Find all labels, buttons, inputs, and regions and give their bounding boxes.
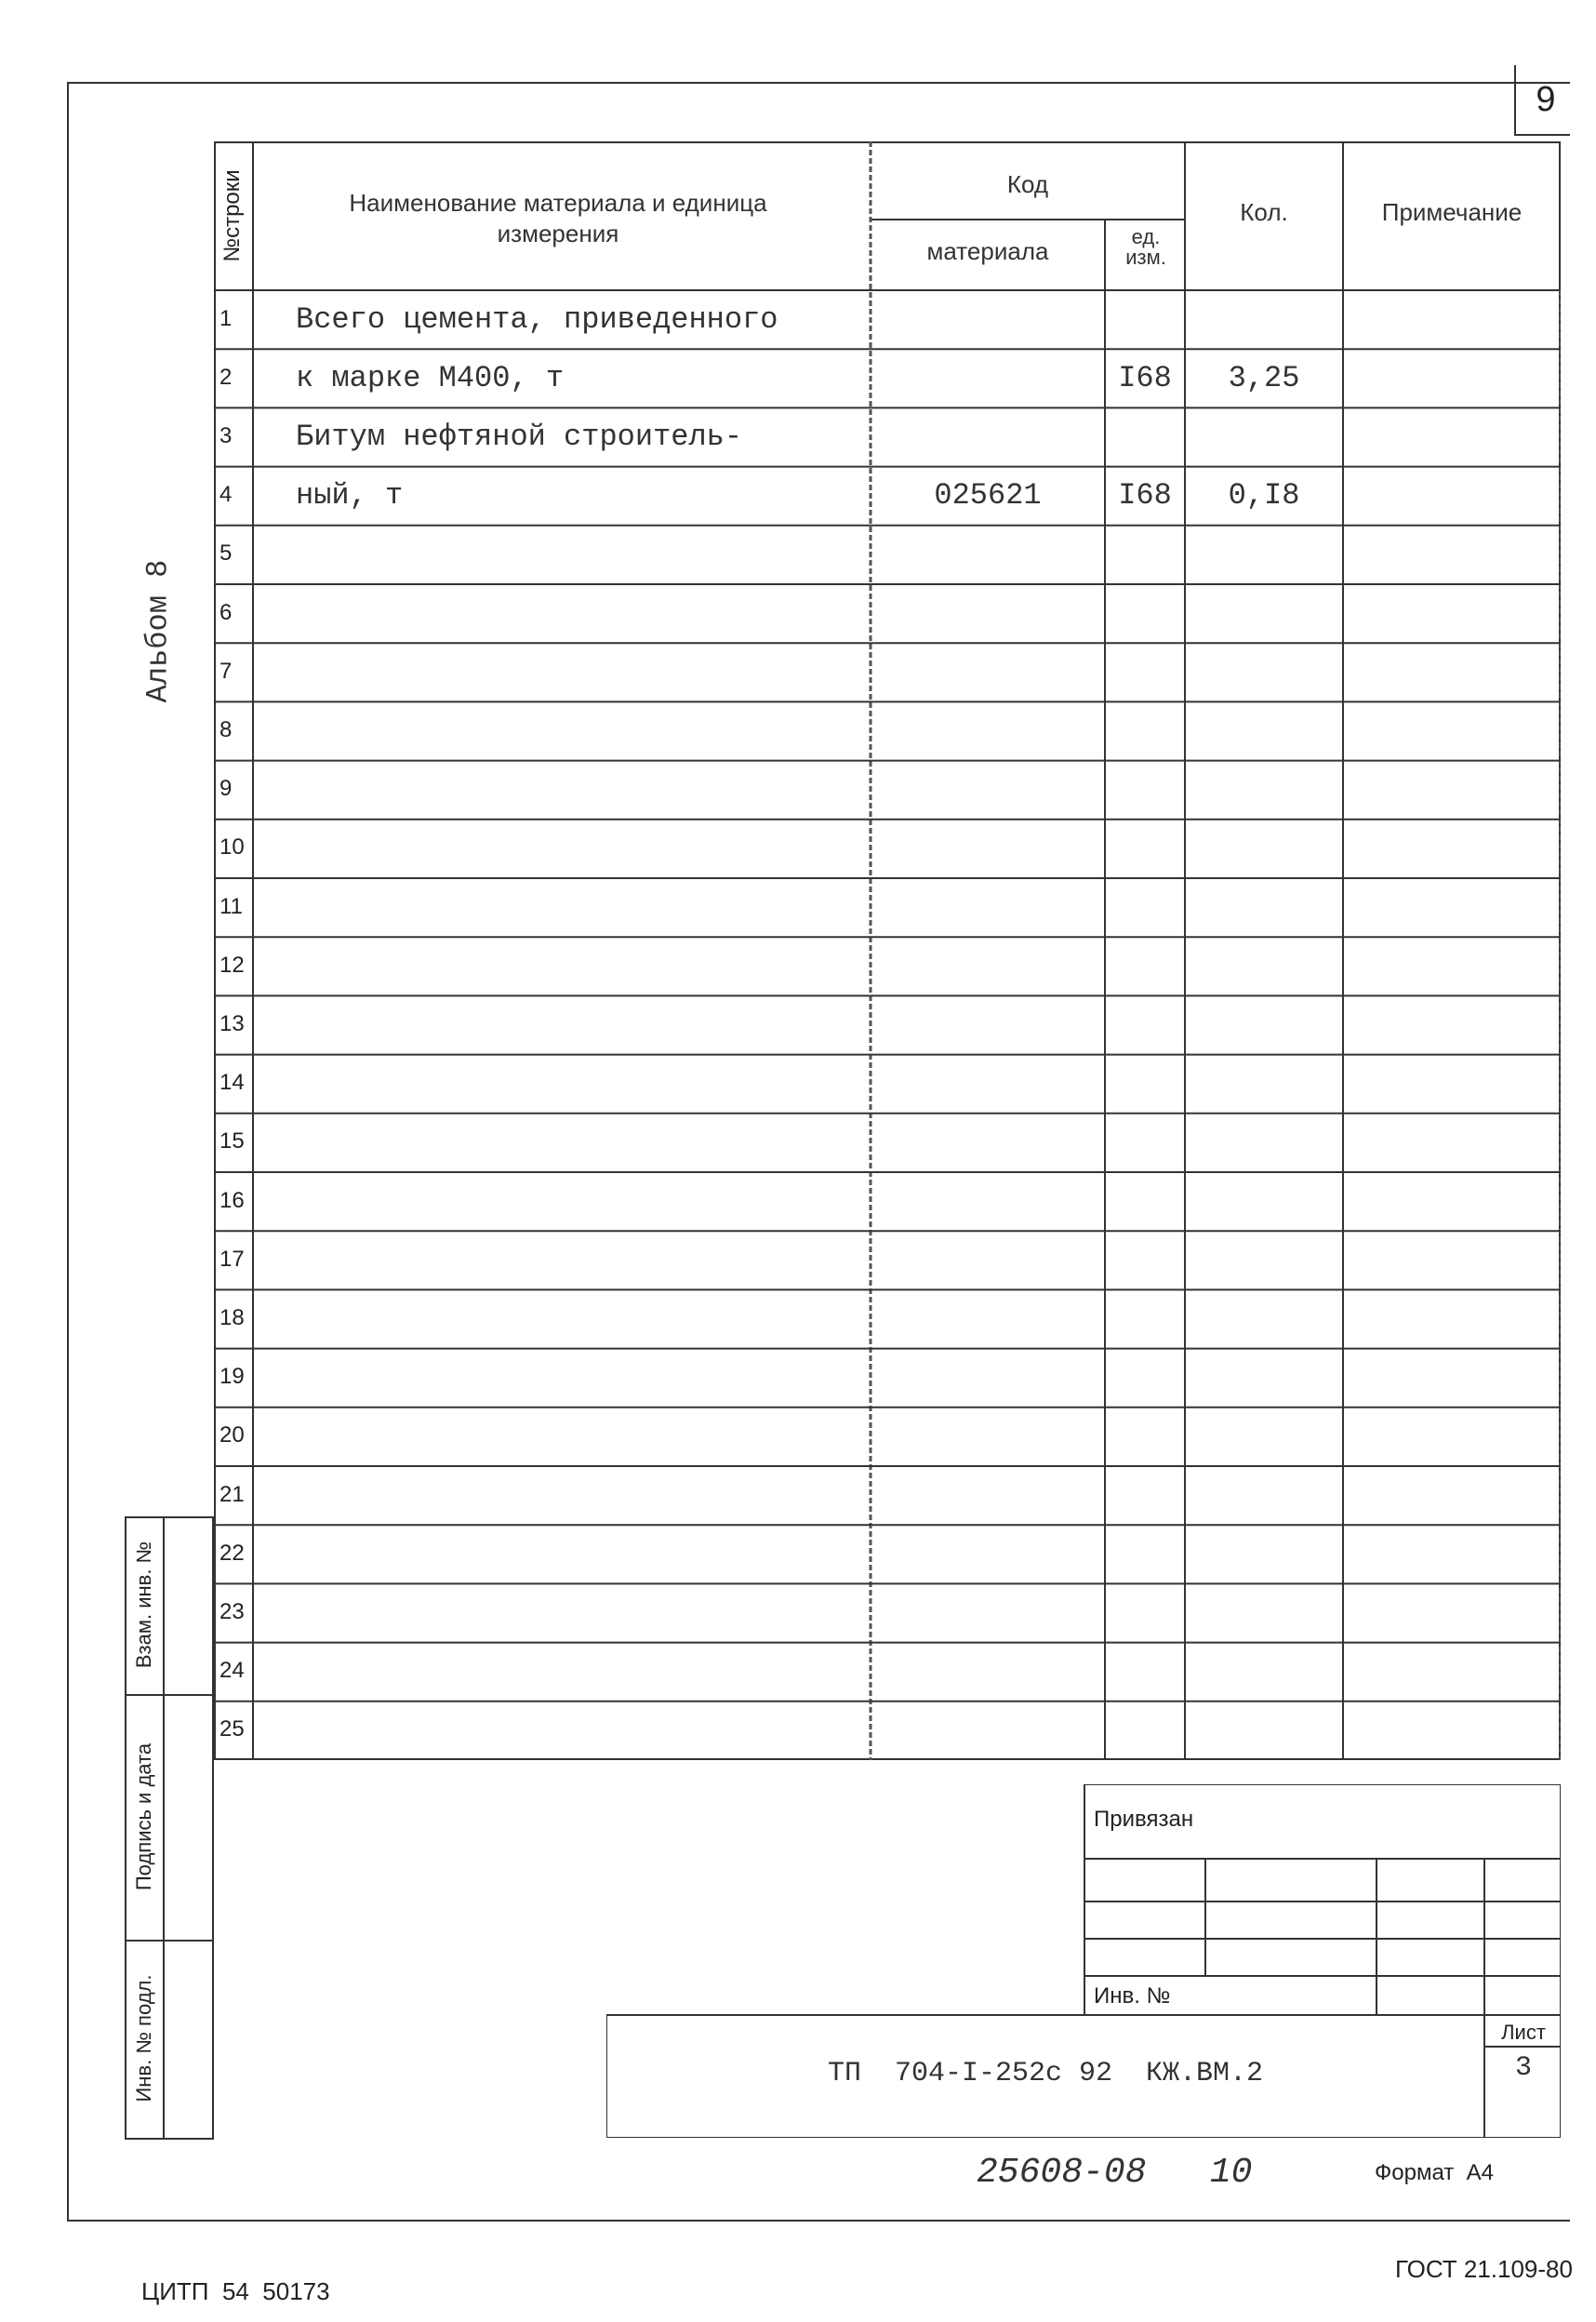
table-row: [214, 1349, 1561, 1408]
page-number: 9: [1536, 80, 1556, 119]
table-row: [214, 290, 1561, 349]
row-name: ный, т: [296, 478, 404, 514]
footer-format: Формат А4: [1375, 2160, 1494, 2185]
row-number: 24: [219, 1658, 245, 1684]
row-material-code: 025621: [934, 478, 1042, 514]
row-number: 22: [219, 1540, 245, 1566]
table-row: [214, 820, 1561, 878]
table-row: [214, 1231, 1561, 1289]
header-material: материала: [926, 237, 1049, 265]
header-qty: Кол.: [1240, 198, 1288, 226]
row-number: 9: [219, 776, 233, 802]
table-row: [214, 1114, 1561, 1172]
row-number: 17: [219, 1246, 245, 1272]
table-row: [214, 1643, 1561, 1701]
footer-handwritten-number: 25608-08 10: [977, 2153, 1253, 2193]
table-row: [214, 1289, 1561, 1348]
title-inv-no-label: Инв. №: [1094, 1983, 1171, 2008]
title-block: [606, 1784, 1561, 2138]
table-row: [214, 1525, 1561, 1583]
table-row: [214, 761, 1561, 820]
table-row: [214, 1172, 1561, 1231]
header-note: Примечание: [1381, 198, 1523, 226]
row-number: 12: [219, 952, 245, 978]
stamp-inv-orig: Инв. № подл.: [132, 1974, 155, 2102]
table-row: [214, 937, 1561, 995]
header-row-no: №строки: [219, 169, 245, 262]
stamp-vzam-inv: Взам. инв. №: [132, 1541, 155, 1669]
row-number: 2: [219, 364, 233, 390]
header-unit: ед. изм.: [1125, 225, 1166, 269]
row-number: 3: [219, 422, 233, 448]
materials-table: [214, 141, 1561, 1760]
row-unit-code: I68: [1118, 360, 1172, 395]
table-row: [214, 526, 1561, 584]
row-number: 7: [219, 658, 233, 684]
row-unit-code: I68: [1118, 478, 1172, 514]
table-row: [214, 878, 1561, 937]
table-row: [214, 1583, 1561, 1642]
page-number-box-left: [1514, 65, 1516, 136]
frame-left: [67, 82, 69, 2222]
table-row: [214, 1466, 1561, 1525]
row-number: 14: [219, 1070, 245, 1096]
row-number: 11: [219, 893, 243, 919]
table-row: [214, 643, 1561, 701]
album-label: Альбом 8: [140, 559, 176, 703]
row-name: Битум нефтяной строитель-: [296, 419, 743, 454]
row-quantity: 0,I8: [1228, 478, 1300, 514]
table-row: [214, 467, 1561, 526]
row-name: Всего цемента, приведенного: [296, 301, 778, 337]
row-number: 4: [219, 482, 233, 508]
row-name: к марке М400, т: [296, 360, 565, 395]
table-row: [214, 1701, 1561, 1760]
row-number: 1: [219, 305, 233, 331]
frame-top: [67, 82, 1570, 84]
row-number: 20: [219, 1422, 245, 1448]
table-row: [214, 407, 1561, 466]
stamp-sign-date: Подпись и дата: [132, 1742, 155, 1891]
row-number: 6: [219, 599, 233, 625]
row-number: 19: [219, 1364, 245, 1390]
row-number: 8: [219, 716, 233, 742]
row-number: 21: [219, 1481, 245, 1507]
row-number: 23: [219, 1598, 245, 1624]
table-row: [214, 584, 1561, 643]
page-number-box-bottom: [1514, 134, 1570, 136]
side-stamp: [125, 1516, 214, 2140]
frame-bottom: [67, 2220, 1570, 2222]
table-row: [214, 701, 1561, 760]
row-number: 15: [219, 1128, 245, 1154]
row-number: 10: [219, 834, 245, 861]
table-row: [214, 349, 1561, 407]
title-doc-code: ТП 704-I-252с 92 КЖ.ВМ.2: [827, 2058, 1264, 2089]
title-sheet-label: Лист: [1501, 2021, 1546, 2044]
header-name: Наименование материала и единица измерения: [349, 189, 767, 247]
row-number: 25: [219, 1716, 245, 1742]
title-sheet-value: 3: [1514, 2052, 1532, 2084]
footer-gost: ГОСТ 21.109-80: [1395, 2255, 1573, 2283]
footer-org: ЦИТП 54 50173: [141, 2277, 330, 2305]
row-number: 16: [219, 1187, 245, 1213]
row-number: 18: [219, 1304, 245, 1330]
title-attached-label: Привязан: [1094, 1807, 1194, 1832]
header-code: Код: [1006, 170, 1049, 198]
table-row: [214, 995, 1561, 1054]
row-number: 5: [219, 540, 233, 567]
row-quantity: 3,25: [1228, 360, 1300, 395]
table-row: [214, 1408, 1561, 1466]
table-row: [214, 1055, 1561, 1114]
row-number: 13: [219, 1010, 245, 1036]
